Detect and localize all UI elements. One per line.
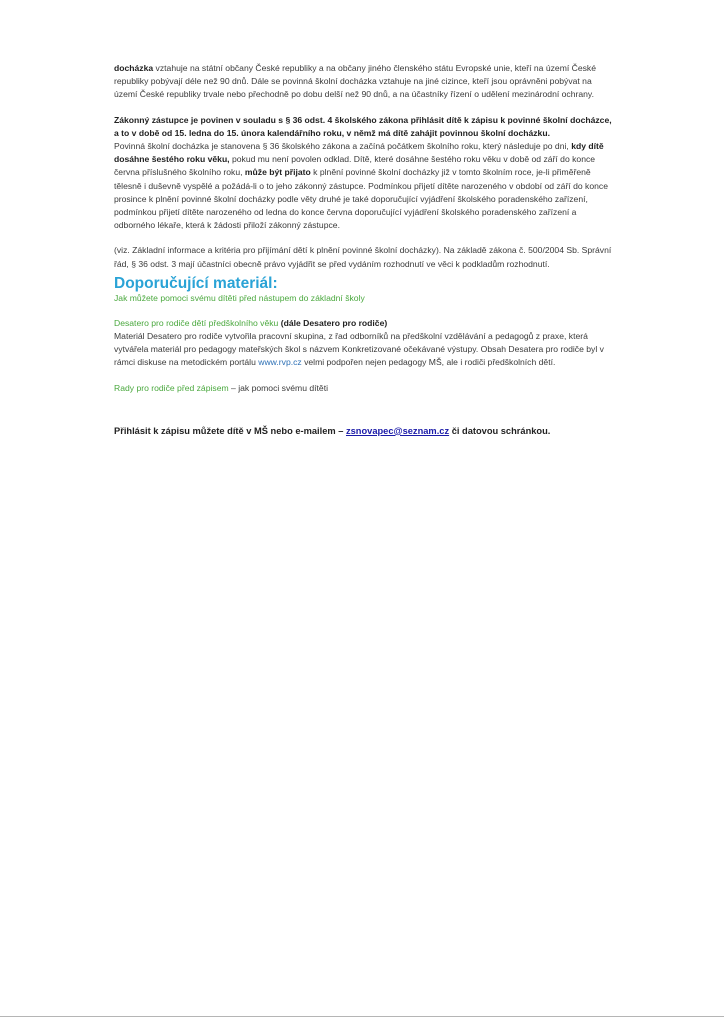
bold-fragment: kdy dítě dosáhne šestého roku věku, xyxy=(114,141,604,165)
text-fragment: Přihlásit k zápisu můžete dítě v MŠ nebo e-mailem – xyxy=(114,425,346,436)
paragraph-text: vztahuje na státní občany České republiky a na občany jiného členského státu Evropské unie, kteří na území České republiky pobývají déle než 90 dnů. Dále se povinná školní docházka vztahuje na jiné cizince, kteří jsou oprávněni pobývat na území České republiky trvale nebo přechodně po dobu delší než 90 dnů, a na účastníky řízení o udělení mezinárodní ochrany. xyxy=(114,63,597,100)
text-fragment: velmi podpořen nejen pedagogy MŠ, ale i rodiči předškolních dětí. xyxy=(301,357,556,368)
text-fragment: Materiál Desatero pro rodiče vytvořila pracovní skupina, z řad odborníků na předškolní vzdělávání a pedagogů z praxe, která vytvářela materiál pro pedagogy mateřských škol s názvem Konkretizované očekávané výstupy. Obsah Desatera pro rodiče byl v rámci diskuse na metodickém portálu xyxy=(114,331,604,368)
desatero-title-line xyxy=(114,317,614,330)
materials-heading: Doporučující materiál: xyxy=(114,274,278,292)
text-fragment: či datovou schránkou. xyxy=(449,425,551,436)
paragraph-legal-duty: Zákonný zástupce je povinen v souladu s § 36 odst. 4 školského zákona přihlásit dítě k zápisu k povinné školní docházce, a to v době od 15. ledna do 15. února kalendářního roku, v němž má dítě zahájit povinnou školní docházku. xyxy=(114,114,612,138)
rady-line xyxy=(114,382,614,395)
rvp-link[interactable]: www.rvp.cz xyxy=(258,357,302,368)
bold-fragment: může být přijato xyxy=(244,167,311,178)
document-page xyxy=(114,62,614,438)
rady-text: – jak pomoci svému dítěti xyxy=(228,382,328,393)
rady-link[interactable]: Rady pro rodiče před zápisem xyxy=(114,382,229,393)
paragraph-attendance-scope xyxy=(114,62,614,102)
paragraph-desatero xyxy=(114,330,614,370)
text-fragment: k plnění povinné školní docházky již v tomto školním roce, je-li přiměřeně tělesně i duševně vyspělé a požádá-li o to jeho zákonný zástupce. Podmínkou přijetí dítěte narozeného v období od září do konce prosince k plnění povinné školní docházky podle věty druhé je také doporučující vyjádření školského poradenského zařízení, podmínkou přijetí dítěte narozeného od ledna do konce června doporučující vyjádření školského poradenského zařízení a odborného lékaře, která k žádosti přiloží zákonný zástupce. xyxy=(114,167,608,231)
desatero-short-name: (dále Desatero pro rodiče) xyxy=(280,317,388,328)
desatero-link[interactable]: Desatero pro rodiče dětí předškolního věku xyxy=(114,317,279,328)
enrollment-contact xyxy=(114,425,614,438)
paragraph-legal-note: (viz. Základní informace a kritéria pro přijímání dětí k plnění povinné školní docházky). Na základě zákona č. 500/2004 Sb. Správní řád, § 36 odst. 3 mají účastníci obecně právo vyjádřit se před vydáním rozhodnutí ve věci k podkladům rozhodnutí. xyxy=(114,245,612,269)
paragraph-compulsory-attendance xyxy=(114,140,614,232)
email-link[interactable]: zsnovapec@seznam.cz xyxy=(345,425,450,436)
text-fragment: pokud mu není povolen odklad. Dítě, které dosáhne šestého roku věku v době od září do konce června příslušného školního roku, xyxy=(114,154,596,178)
text-fragment: Povinná školní docházka je stanovena § 36 školského zákona a začíná počátkem školního roku, který následuje po dni, xyxy=(114,141,572,152)
lead-word: docházka xyxy=(114,63,154,73)
materials-subheading-link[interactable]: Jak můžete pomoci svému dítěti před nástupem do základní školy xyxy=(114,292,365,303)
page-bottom-border xyxy=(0,1016,724,1017)
